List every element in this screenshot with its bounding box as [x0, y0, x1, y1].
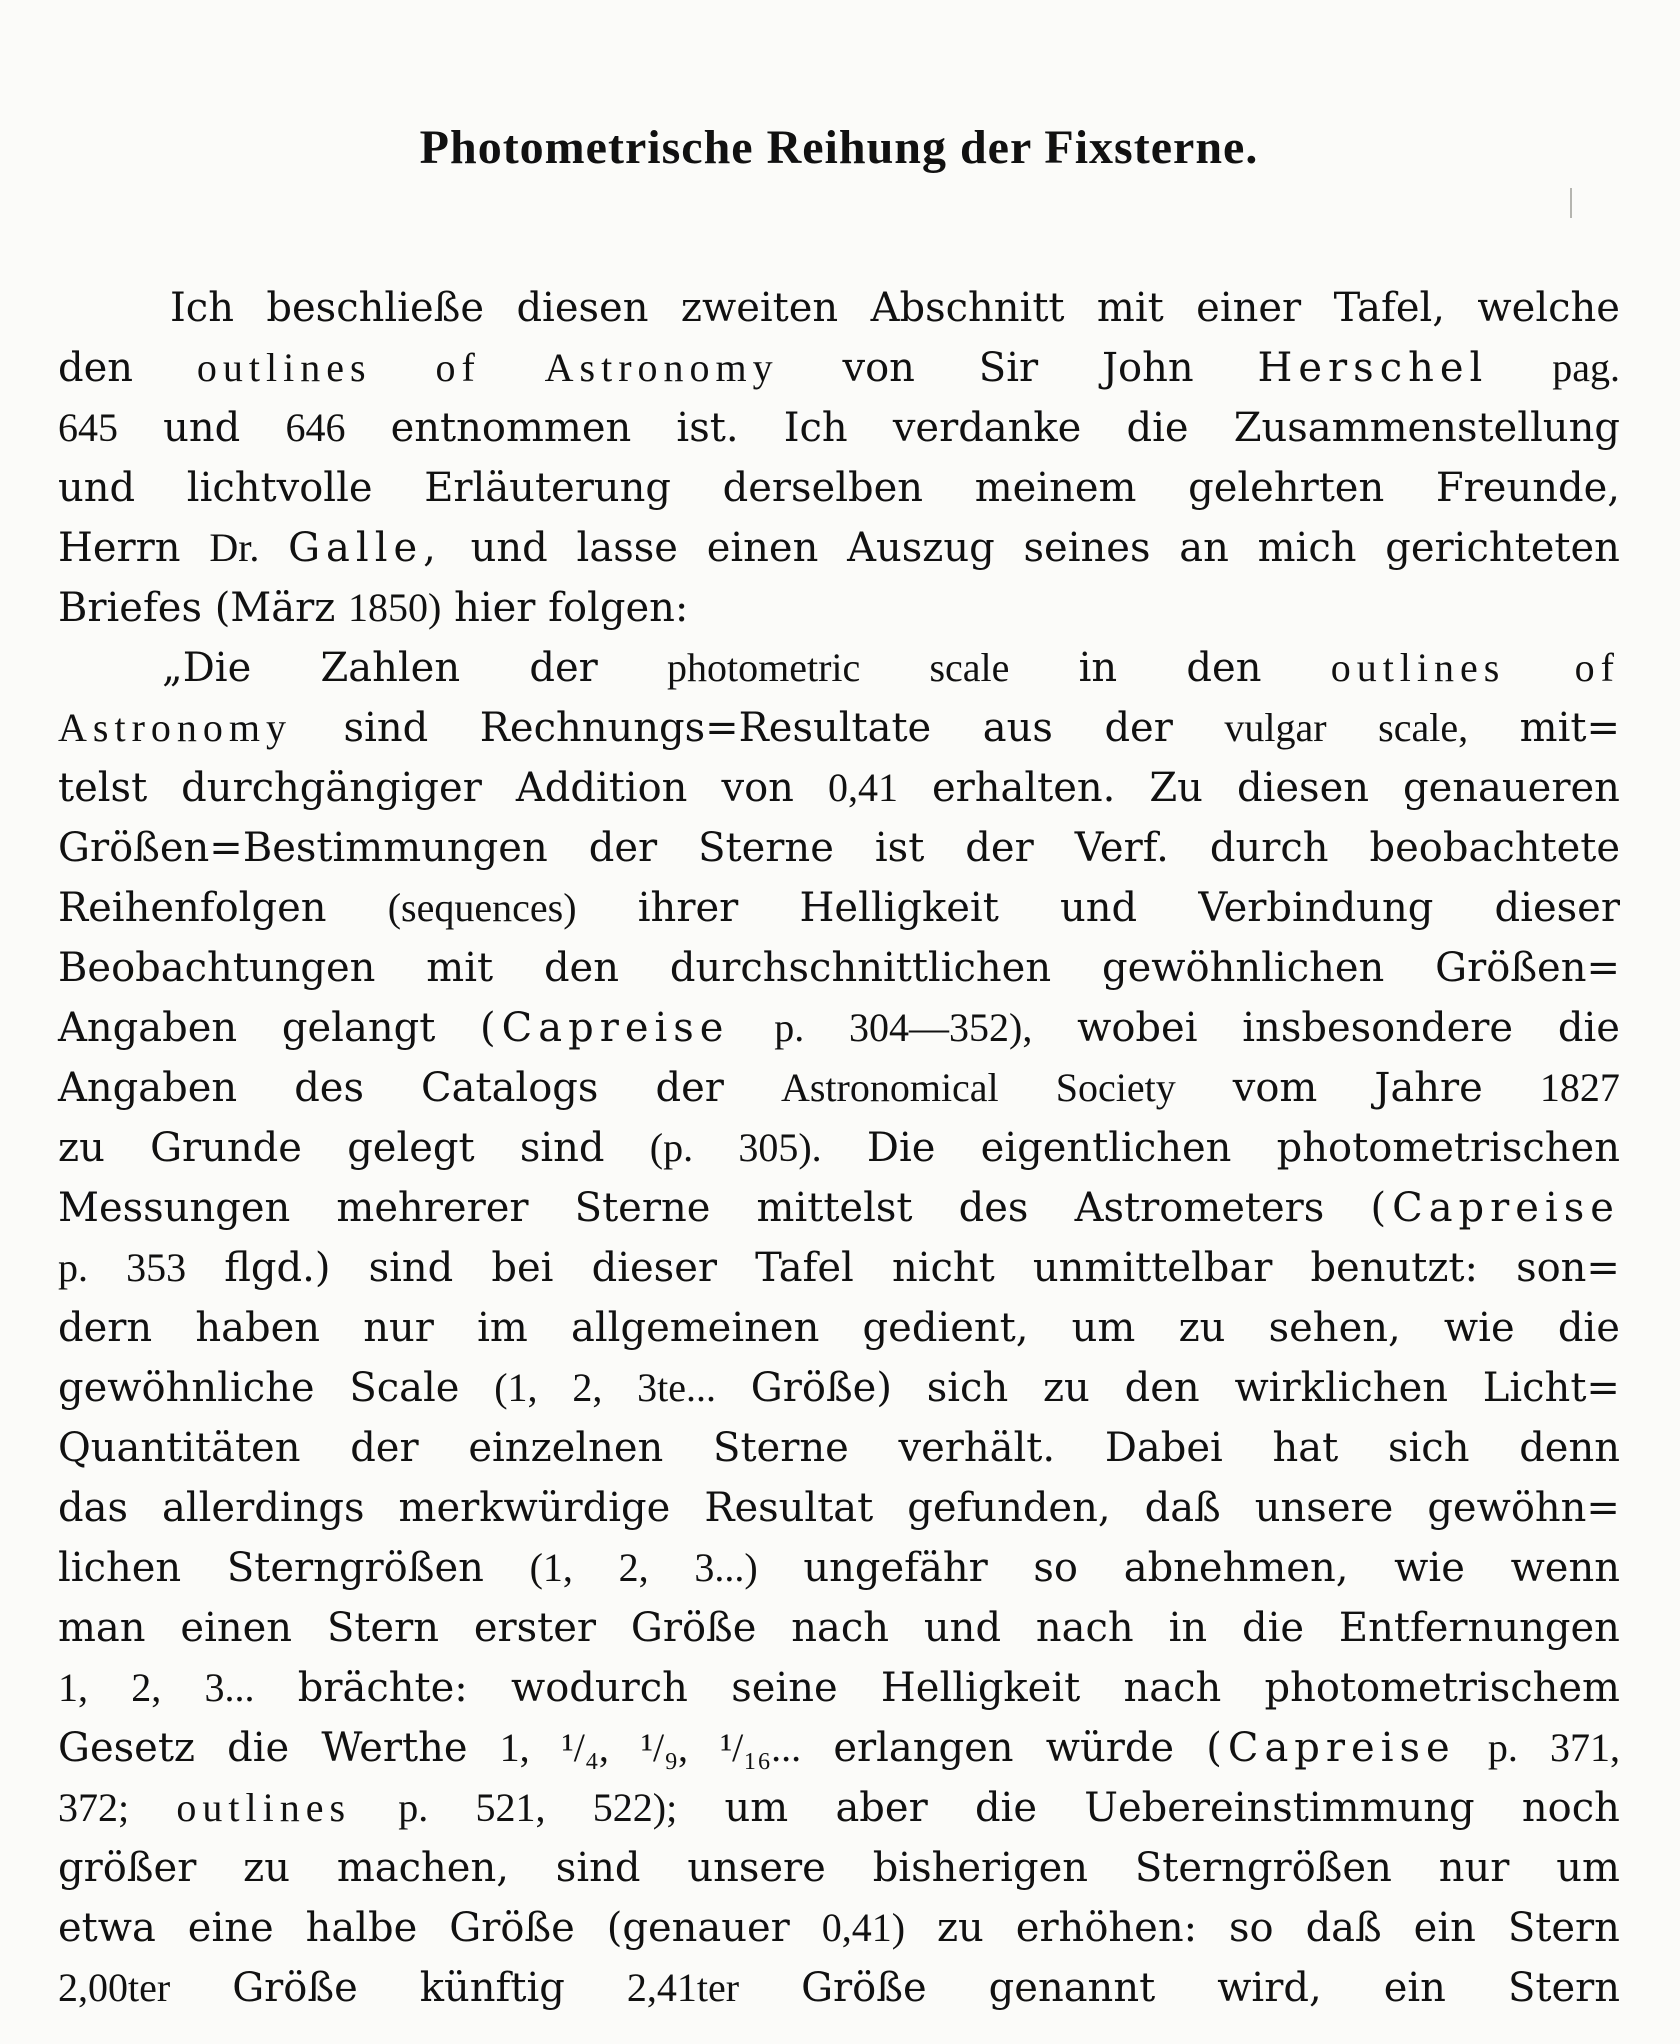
word: Verbindung [1198, 885, 1434, 931]
page-title: Photometrische Reihung der Fixsterne. [419, 121, 1259, 174]
word: wie [1443, 1305, 1515, 1351]
word: 1850) [348, 585, 442, 630]
word: 371, [1549, 1725, 1620, 1770]
word: Größe [449, 1905, 575, 1951]
word: Beobachtungen [58, 945, 376, 991]
word: p. [774, 1005, 805, 1050]
word: Addition [515, 765, 688, 811]
word: die [1126, 405, 1189, 451]
word: 2,00ter [58, 1965, 171, 2010]
word: größer [58, 1845, 197, 1891]
word: Sterne [574, 1185, 711, 1231]
word: vom [1232, 1065, 1318, 1111]
word: den [543, 945, 619, 991]
word: Ich [783, 405, 848, 451]
word: zweiten [680, 285, 839, 331]
word: derselben [722, 465, 924, 511]
word: pag. [1552, 345, 1620, 390]
word: genannt [988, 1965, 1156, 2011]
word: der [1104, 705, 1173, 751]
word: beobachtete [1369, 825, 1620, 871]
word: (sequences) [387, 885, 577, 930]
word: outlines [176, 1785, 352, 1830]
word: lasse [576, 525, 678, 571]
word: nach [791, 1605, 890, 1651]
word: durchschnittlichen [669, 945, 1052, 991]
word: Stern [326, 1605, 439, 1651]
text-line [58, 1718, 1620, 1778]
text-line [58, 1778, 1620, 1838]
word: Angaben [58, 1065, 238, 1111]
text-line [58, 1358, 1620, 1418]
word: mittelst [756, 1185, 913, 1231]
word: Rechnungs=Resultate [479, 705, 932, 751]
word: diesen [516, 285, 649, 331]
word: den [1186, 645, 1262, 691]
word: (Capreise [480, 1005, 730, 1051]
word: Astrometers [1074, 1185, 1325, 1231]
word: in [1078, 645, 1118, 691]
word: Zu [1149, 765, 1203, 811]
word: of [1574, 645, 1620, 690]
word: erhöhen: [1015, 1905, 1198, 1951]
word: der [588, 825, 658, 871]
word: ungefähr [803, 1545, 988, 1591]
text-line [58, 1598, 1620, 1658]
word: ist [874, 825, 925, 871]
word: daß [1144, 1485, 1221, 1531]
word: Catalogs [421, 1065, 599, 1111]
word: John [1101, 345, 1194, 391]
word: die [1557, 1005, 1620, 1051]
word: 0,41 [827, 765, 898, 810]
word: verdanke [892, 405, 1082, 451]
word: genaueren [1403, 765, 1620, 811]
word: Astronomical [780, 1065, 999, 1110]
word: Die [866, 1125, 936, 1171]
word: Größe [232, 1965, 358, 2011]
word: merkwürdige [398, 1485, 671, 1531]
word: einzelnen [468, 1425, 664, 1471]
word: ¹/₄, [561, 1725, 609, 1770]
word: Größen= [1435, 945, 1620, 991]
word: Tafel, [1333, 285, 1445, 331]
word: aus [982, 705, 1053, 751]
word: zu [936, 1905, 984, 1951]
word: sind [343, 705, 429, 751]
word: nach [1035, 1605, 1134, 1651]
word: son= [1516, 1245, 1620, 1291]
word: noch [1521, 1785, 1620, 1831]
word: gefunden, [907, 1485, 1111, 1531]
word: einen [706, 525, 819, 571]
word: 3...) [694, 1545, 758, 1590]
word: um [724, 1785, 789, 1831]
word: denn [1519, 1425, 1620, 1471]
word: den [58, 345, 134, 391]
word: Größe [630, 1605, 757, 1651]
word: nur [363, 1305, 434, 1351]
word: des [294, 1065, 364, 1111]
word: die [227, 1725, 290, 1771]
word: von [721, 765, 794, 811]
word: die [974, 1785, 1038, 1831]
word: die [1241, 1605, 1305, 1651]
word: Auszug [847, 525, 995, 571]
word: 1, [58, 1665, 88, 1710]
word: der [655, 1065, 724, 1111]
word: unmittelbar [1032, 1245, 1273, 1291]
word: 2, [618, 1545, 649, 1590]
word: unsere [1254, 1485, 1394, 1531]
word: Helligkeit [799, 885, 999, 931]
word: von [842, 345, 915, 391]
word: künftig [419, 1965, 565, 2011]
word: Reihenfolgen [58, 885, 327, 931]
word: telst [58, 765, 148, 811]
text-line [58, 1178, 1620, 1238]
word: mit= [1519, 705, 1620, 751]
word: Zusammenstellung [1233, 405, 1620, 451]
text-line [58, 1658, 1620, 1718]
word: erlangen [833, 1725, 1014, 1771]
word: etwa [58, 1905, 156, 1951]
word: gedient, [862, 1305, 1029, 1351]
word: im [477, 1305, 528, 1351]
word: Astronomy [58, 705, 292, 750]
body-text [58, 278, 1620, 2018]
word: photometrischem [1264, 1665, 1620, 1711]
word: Ich [170, 285, 234, 331]
word: ist. [676, 405, 739, 451]
word: seine [731, 1665, 838, 1711]
word: sich [926, 1365, 1009, 1411]
word: einen [180, 1605, 293, 1651]
word: wobei [1077, 1005, 1198, 1051]
word: haben [195, 1305, 321, 1351]
word: 645 [58, 405, 118, 450]
word: nicht [891, 1245, 995, 1291]
text-line [58, 1058, 1620, 1118]
word: Herrn [58, 525, 181, 571]
word: zu [58, 1125, 105, 1171]
word: um [1071, 1305, 1136, 1351]
word: zu [1042, 1365, 1090, 1411]
word: insbesondere [1242, 1005, 1514, 1051]
word: hier [454, 585, 536, 631]
word: photometric [666, 645, 861, 690]
text-line [58, 1118, 1620, 1178]
text-line [58, 338, 1620, 398]
text-line [58, 1478, 1620, 1538]
word: (März [214, 585, 336, 631]
word: durch [1209, 825, 1329, 871]
word: eigentlichen [980, 1125, 1232, 1171]
word: Briefes [58, 585, 202, 631]
word: um [1556, 1845, 1620, 1891]
word: dieser [1494, 885, 1620, 931]
text-line [58, 1838, 1620, 1898]
word: outlines [1330, 645, 1506, 690]
word: beschließe [266, 285, 485, 331]
word: 353 [126, 1245, 187, 1290]
word: Sterngrößen [1134, 1845, 1392, 1891]
word: der [529, 645, 598, 691]
word: Sterngrößen [226, 1545, 484, 1591]
word: ihrer [637, 885, 739, 931]
word: Astronomy [544, 345, 779, 390]
word: (Capreise [1206, 1725, 1456, 1771]
word: mehrerer [336, 1185, 529, 1231]
word: Helligkeit [880, 1665, 1081, 1711]
word: 3... [204, 1665, 255, 1710]
word: machen, [336, 1845, 509, 1891]
word: lichtvolle [186, 465, 373, 511]
word: bei [491, 1245, 554, 1291]
word: des [958, 1185, 1029, 1231]
word: und [58, 465, 136, 511]
word: und [470, 525, 548, 571]
word: daß [1305, 1905, 1382, 1951]
word: p. [58, 1245, 88, 1290]
word: Sir [978, 345, 1039, 391]
word: (1, [494, 1365, 538, 1410]
word: Uebereinstimmung [1084, 1785, 1475, 1831]
word: meinem [974, 465, 1137, 511]
word: 372; [58, 1785, 130, 1830]
word: sich [1387, 1425, 1470, 1471]
text-line [58, 698, 1620, 758]
word: Messungen [58, 1185, 291, 1231]
text-line [58, 998, 1620, 1058]
word: sind [519, 1125, 605, 1171]
word: und [1060, 885, 1138, 931]
margin-mark [1570, 188, 1572, 218]
word: diesen [1236, 765, 1369, 811]
word: einer [1196, 285, 1302, 331]
text-line [58, 458, 1620, 518]
word: gerichteten [1385, 525, 1620, 571]
word: erhalten. [931, 765, 1116, 811]
word: und [163, 405, 241, 451]
text-line [58, 278, 1620, 338]
word: würde [1045, 1725, 1175, 1771]
word: flgd.) [224, 1245, 331, 1291]
word: 1, [499, 1725, 530, 1770]
word: Freunde, [1435, 465, 1620, 511]
word: Größe [801, 1965, 927, 2011]
word: lichen [58, 1545, 182, 1591]
word: ein [1383, 1965, 1446, 2011]
word: Society [1055, 1065, 1176, 1110]
word: wodurch [510, 1665, 688, 1711]
word: die [1557, 1305, 1620, 1351]
word: dieser [591, 1245, 717, 1291]
text-line [58, 578, 1620, 638]
word: 3te... [637, 1365, 716, 1410]
word: 521, [475, 1785, 546, 1830]
word: gelegt [347, 1125, 475, 1171]
word: brächte: [297, 1665, 468, 1711]
word: allerdings [162, 1485, 365, 1531]
word: Werthe [321, 1725, 468, 1771]
word: 2,41ter [626, 1965, 740, 2010]
word: Größen=Bestimmungen [58, 825, 548, 871]
text-line [58, 398, 1620, 458]
word: „Die [162, 645, 252, 691]
word: Stern [1507, 1965, 1620, 2011]
word: 0,41) [821, 1905, 906, 1950]
word: sind [368, 1245, 454, 1291]
word: wird, [1217, 1965, 1322, 2011]
word: nach [1123, 1665, 1222, 1711]
word: welche [1477, 285, 1620, 331]
word: allgemeinen [571, 1305, 820, 1351]
word: p. [1487, 1725, 1518, 1770]
word: zu [1178, 1305, 1226, 1351]
text-line [58, 818, 1620, 878]
word: unsere [687, 1845, 826, 1891]
word: folgen: [548, 585, 689, 631]
word: und [923, 1605, 1002, 1651]
word: eine [187, 1905, 274, 1951]
word: Grunde [150, 1125, 302, 1171]
word: zu [243, 1845, 291, 1891]
word: Licht= [1482, 1365, 1620, 1411]
word: erster [473, 1605, 597, 1651]
word: 646 [285, 405, 346, 450]
word: Herschel [1257, 345, 1489, 391]
word: aber [835, 1785, 928, 1831]
word: Sterne [698, 825, 834, 871]
word: Größe) [750, 1365, 892, 1411]
word: p. [398, 1785, 429, 1830]
word: ¹/₁₆... [720, 1725, 802, 1770]
word: nur [1438, 1845, 1510, 1891]
word: scale, [1378, 705, 1469, 750]
word: (1, [529, 1545, 573, 1590]
word: in [1168, 1605, 1208, 1651]
text-line [58, 1958, 1620, 2018]
word: mich [1257, 525, 1357, 571]
word: mit [426, 945, 494, 991]
word: man [58, 1605, 146, 1651]
word: Scale [349, 1365, 460, 1411]
word: Angaben [58, 1005, 238, 1051]
word: verhält. [898, 1425, 1056, 1471]
text-line [58, 1538, 1620, 1598]
word: den [1124, 1365, 1200, 1411]
word: wenn [1510, 1545, 1620, 1591]
word: of [435, 345, 481, 390]
text-line [58, 1898, 1620, 1958]
word: 522); [592, 1785, 678, 1830]
word: (p. [649, 1125, 694, 1170]
word: scale [929, 645, 1010, 690]
word: Quantitäten [58, 1425, 301, 1471]
word: seines [1023, 525, 1151, 571]
word: Dabei [1104, 1425, 1223, 1471]
text-line [58, 938, 1620, 998]
book-page [58, 100, 1620, 2010]
word: Entfernungen [1338, 1605, 1620, 1651]
word: der [965, 825, 1034, 871]
word: 2, [572, 1365, 603, 1410]
word: bisherigen [872, 1845, 1088, 1891]
word: das [58, 1485, 128, 1531]
word: hat [1272, 1425, 1339, 1471]
text-line [58, 1298, 1620, 1358]
word: Zahlen [320, 645, 461, 691]
word: sehen, [1268, 1305, 1401, 1351]
word: wie [1394, 1545, 1465, 1591]
word: 2, [131, 1665, 162, 1710]
word: 304—352), [849, 1005, 1033, 1050]
word: sind [555, 1845, 641, 1891]
word: Sterne [713, 1425, 849, 1471]
word: Gesetz [58, 1725, 195, 1771]
word: wirklichen [1234, 1365, 1449, 1411]
text-line [58, 878, 1620, 938]
word: Dr. [209, 525, 260, 570]
word: so [1033, 1545, 1079, 1591]
word: der [350, 1425, 419, 1471]
word: Galle, [288, 525, 442, 571]
word: outlines [196, 345, 372, 390]
word: mit [1096, 285, 1164, 331]
text-line [58, 758, 1620, 818]
word: vulgar [1224, 705, 1327, 750]
word: halbe [305, 1905, 418, 1951]
text-line [58, 1238, 1620, 1298]
word: gewöhn= [1427, 1485, 1620, 1531]
word: Abschnitt [870, 285, 1065, 331]
word: Erläuterung [424, 465, 671, 511]
word: photometrischen [1276, 1125, 1620, 1171]
text-line [58, 638, 1620, 698]
word: benutzt: [1310, 1245, 1478, 1291]
word: 305). [738, 1125, 822, 1170]
word: ¹/₉, [640, 1725, 689, 1770]
text-line [58, 1418, 1620, 1478]
text-line [58, 518, 1620, 578]
word: an [1179, 525, 1229, 571]
word: Jahre [1374, 1065, 1483, 1111]
word: Stern [1507, 1905, 1620, 1951]
word: gewöhnliche [58, 1365, 315, 1411]
word: 1827 [1539, 1065, 1620, 1110]
word: so [1229, 1905, 1274, 1951]
word: durchgängiger [181, 765, 482, 811]
word: dern [58, 1305, 153, 1351]
word: ein [1413, 1905, 1476, 1951]
word: Resultat [704, 1485, 874, 1531]
word: entnommen [390, 405, 632, 451]
word: abnehmen, [1123, 1545, 1349, 1591]
word: (Capreise [1370, 1185, 1620, 1231]
word: gelehrten [1188, 465, 1385, 511]
word: gelangt [281, 1005, 436, 1051]
word: gewöhnlichen [1101, 945, 1385, 991]
word: Tafel [755, 1245, 854, 1291]
word: Verf. [1074, 825, 1169, 871]
word: (genauer [606, 1905, 790, 1951]
